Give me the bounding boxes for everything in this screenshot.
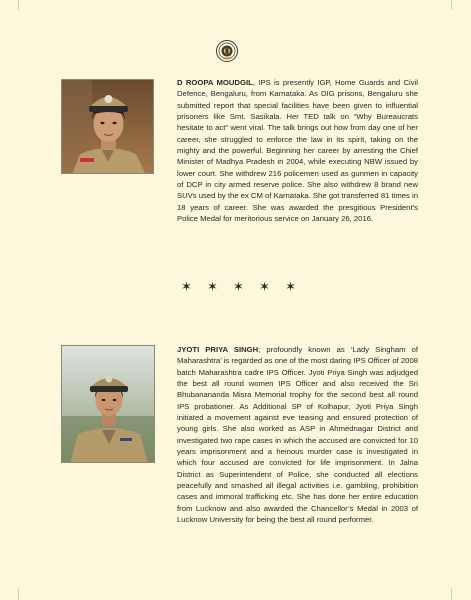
crop-mark bbox=[18, 0, 19, 10]
officer-bio bbox=[177, 77, 418, 224]
star-separator bbox=[181, 279, 296, 295]
crop-mark bbox=[451, 0, 452, 10]
officer-name: JYOTI PRIYA SINGH bbox=[177, 345, 259, 354]
crop-mark bbox=[18, 588, 19, 600]
star-icon: ✶ bbox=[181, 279, 192, 294]
officer-bio-text: ; profoundly known as ‘Lady Singham of Maharashtra’ is regarded as one of the most daring IPS Officer of 2008 batch Maharashtra cadre IPS Officer. Jyoti Priya Singh was adjudged the best all round women IPS Officer and also received the Sri Bhubanananda Misra Memorial trophy for the second best all round IPS probationer. As Additional SP of Kolhapur, Jyoti Priya Singh initiated a movement against eve teasing and ensured protection of young girls. She also worked as ASP in Ahmednagar District and investigated two rape cases in which the accused are convicted for 10 years imprisonment and a heinous murder case is investigated in which four accused are convicted for life imprisonment. In Jalna District as Superintendent of Police, she conducted all elections peacefully and smashed all illegal activities i.e. gambling, prohibition cases and immoral trafficking etc. She has done her entire education from Lucknow and also awarded the Chancellor’s Medal in 2003 of Lucknow University for being the best all round performer. bbox=[177, 345, 419, 525]
officer-bio-text: , IPS is presently IGP, Home Guards and Civil Defence, Bengaluru, from Karnataka. As DIG prisons, Bengaluru she submitted report that special facilities have been given to influential prisoners like Smt. Sasikala. Her TED talk on “Why Bureaucrats hesitate to act” went viral. The talk brings out how from day one of her career, she struggled to enforce the law in its spirit, taking on the mighty and the powerful. Beginning her career by arresting the Chief Minister of Madhya Pradesh in 2004, while executing NBW issued by lower court. She withdrew 216 policemen used as gunmen in capacity of DCP in city armed reserve police. She also withdrew 8 brand new SUVs used by the ex CM of Karnataka. She got transferred 81 times in 18 years of career. She was awarded the presgitious President’s Police Medal for meritorious service on January 26, 2016. bbox=[177, 78, 418, 224]
officer-bio bbox=[177, 344, 418, 526]
star-icon: ✶ bbox=[285, 279, 296, 294]
star-icon: ✶ bbox=[233, 279, 244, 294]
officer-photo bbox=[61, 345, 155, 463]
crop-mark bbox=[451, 588, 452, 600]
star-icon: ✶ bbox=[259, 279, 270, 294]
police-emblem-icon bbox=[216, 40, 238, 62]
officer-name: D ROOPA MOUDGIL bbox=[177, 78, 253, 87]
star-icon: ✶ bbox=[207, 279, 218, 294]
officer-photo bbox=[61, 79, 154, 174]
